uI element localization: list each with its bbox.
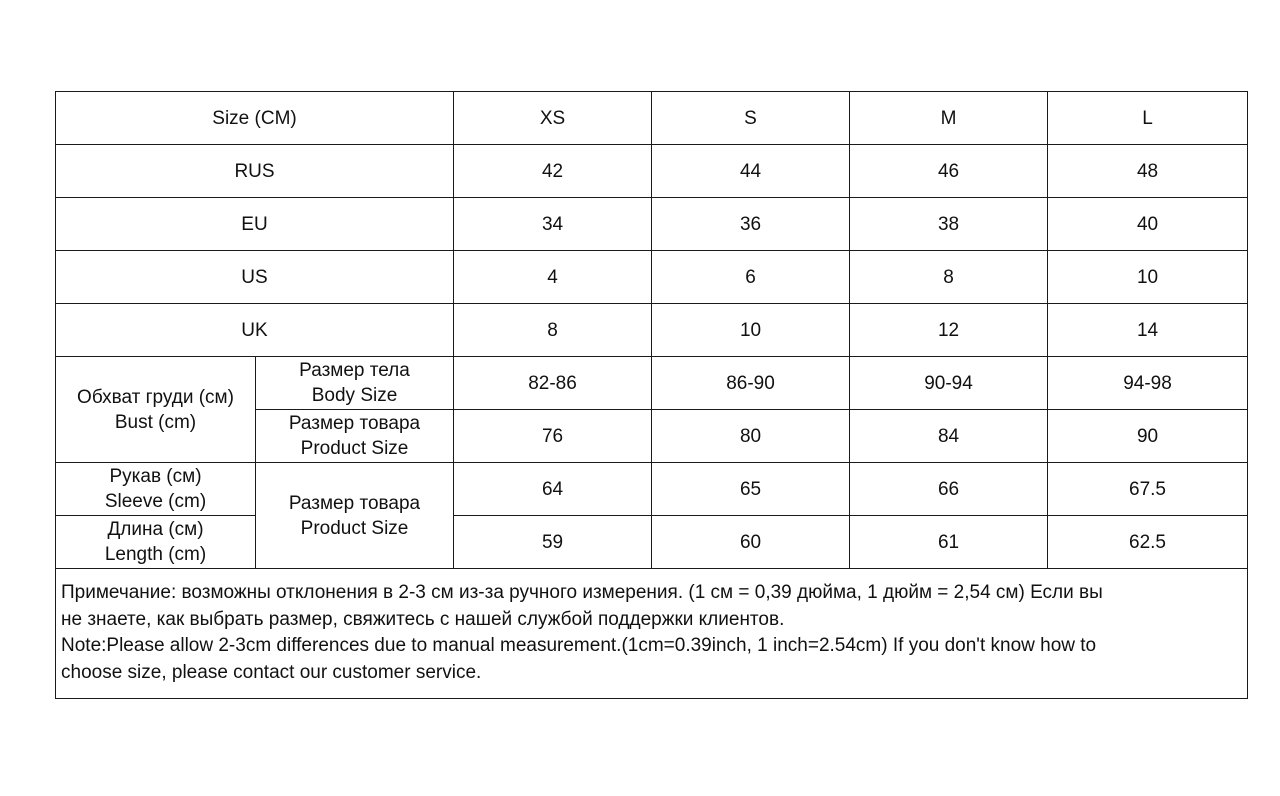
sleeve-label bbox=[56, 463, 256, 516]
table-cell: 46 bbox=[850, 145, 1048, 198]
product-size-label-ru: Размер товара bbox=[288, 492, 421, 514]
header-row bbox=[56, 92, 1248, 145]
table-cell: 36 bbox=[652, 198, 850, 251]
size-header-xs: XS bbox=[454, 92, 652, 145]
size-chart-table bbox=[55, 91, 1248, 699]
table-cell: 6 bbox=[652, 251, 850, 304]
table-row-eu bbox=[56, 198, 1248, 251]
table-cell: 59 bbox=[454, 516, 652, 569]
note-en-line-2: choose size, please contact our customer service. bbox=[61, 661, 482, 683]
product-size-label-merged bbox=[256, 463, 454, 569]
table-cell: 76 bbox=[454, 410, 652, 463]
table-cell: 60 bbox=[652, 516, 850, 569]
sleeve-label-ru: Рукав (см) bbox=[109, 466, 202, 487]
table-cell: 62.5 bbox=[1048, 516, 1248, 569]
table-cell: 10 bbox=[652, 304, 850, 357]
table-cell: 40 bbox=[1048, 198, 1248, 251]
bust-label bbox=[56, 357, 256, 463]
note-ru-line-1: Примечание: возможны отклонения в 2-3 см из-за ручного измерения. (1 см = 0,39 дюйма, 1 дюйм = 2,54 см) Если вы bbox=[61, 582, 1103, 603]
table-cell: 8 bbox=[454, 304, 652, 357]
sleeve-label-en: Sleeve (cm) bbox=[104, 491, 207, 512]
table-cell: 84 bbox=[850, 410, 1048, 463]
table-cell: 44 bbox=[652, 145, 850, 198]
table-row-bust-body bbox=[56, 357, 1248, 410]
size-header-label: Size (CM) bbox=[56, 92, 454, 145]
table-row-rus bbox=[56, 145, 1248, 198]
product-size-label-en: Product Size bbox=[300, 517, 409, 539]
row-label-us: US bbox=[56, 251, 454, 304]
row-label-eu: EU bbox=[56, 198, 454, 251]
table-row-length bbox=[56, 516, 1248, 569]
table-cell: 90 bbox=[1048, 410, 1248, 463]
table-cell: 14 bbox=[1048, 304, 1248, 357]
table-cell: 38 bbox=[850, 198, 1048, 251]
table-cell: 64 bbox=[454, 463, 652, 516]
table-cell: 61 bbox=[850, 516, 1048, 569]
table-cell: 34 bbox=[454, 198, 652, 251]
row-label-rus: RUS bbox=[56, 145, 454, 198]
length-label bbox=[56, 516, 256, 569]
product-size-label-ru: Размер товара bbox=[288, 413, 421, 434]
table-cell: 12 bbox=[850, 304, 1048, 357]
product-size-label bbox=[256, 410, 454, 463]
table-cell: 4 bbox=[454, 251, 652, 304]
note-en-line-1: Note:Please allow 2-3cm differences due to manual measurement.(1cm=0.39inch, 1 inch=2.54cm) If you don't know how to bbox=[61, 635, 1097, 656]
table-cell: 10 bbox=[1048, 251, 1248, 304]
product-size-label-en: Product Size bbox=[300, 438, 409, 459]
body-size-label-ru: Размер тела bbox=[299, 360, 410, 381]
length-label-ru: Длина (см) bbox=[107, 519, 204, 540]
note-ru-line-2: не знаете, как выбрать размер, свяжитесь с нашей службой поддержки клиентов. bbox=[61, 608, 785, 630]
table-row-note bbox=[56, 569, 1248, 699]
row-label-uk: UK bbox=[56, 304, 454, 357]
table-cell: 65 bbox=[652, 463, 850, 516]
table-row-us bbox=[56, 251, 1248, 304]
table-cell: 90-94 bbox=[850, 357, 1048, 410]
body-size-label-en: Body Size bbox=[311, 385, 398, 406]
table-row-uk bbox=[56, 304, 1248, 357]
size-header-m: M bbox=[850, 92, 1048, 145]
body-size-label bbox=[256, 357, 454, 410]
table-cell: 94-98 bbox=[1048, 357, 1248, 410]
table-cell: 67.5 bbox=[1048, 463, 1248, 516]
bust-label-ru: Обхват груди (см) bbox=[77, 386, 234, 408]
size-header-l: L bbox=[1048, 92, 1248, 145]
table-cell: 80 bbox=[652, 410, 850, 463]
note-text bbox=[56, 569, 1248, 699]
table-cell: 86-90 bbox=[652, 357, 850, 410]
table-cell: 82-86 bbox=[454, 357, 652, 410]
table-cell: 66 bbox=[850, 463, 1048, 516]
table-cell: 8 bbox=[850, 251, 1048, 304]
length-label-en: Length (cm) bbox=[104, 544, 207, 565]
table-cell: 42 bbox=[454, 145, 652, 198]
size-header-s: S bbox=[652, 92, 850, 145]
table-row-sleeve bbox=[56, 463, 1248, 516]
table-cell: 48 bbox=[1048, 145, 1248, 198]
bust-label-en: Bust (cm) bbox=[114, 411, 197, 433]
